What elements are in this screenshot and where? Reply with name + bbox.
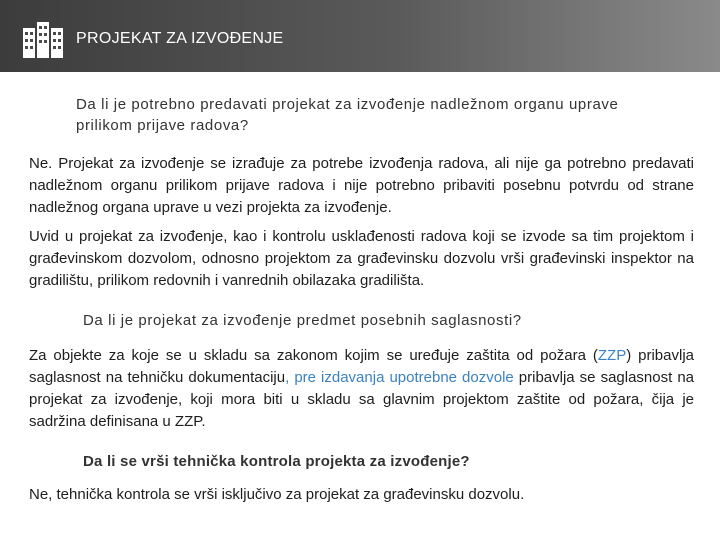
question-1: Da li je potrebno predavati projekat za izvođenje nadležnom organu uprave prilikom prijave radova?	[76, 96, 619, 134]
question-3: Da li se vrši tehnička kontrola projekta za izvođenje?	[83, 453, 470, 470]
answer-3-highlight: , pre izdavanja upotrebne dozvole	[285, 369, 514, 386]
question-2: Da li je projekat za izvođenje predmet posebnih saglasnosti?	[83, 312, 522, 329]
answer-3-part3: pribavlja se saglasnost na projekat za izvođenje, koji mora biti u skladu sa glavnim projektom zaštite od požara, čija je sadržina definisana u ZZP.	[29, 369, 694, 430]
answer-3-part2: ) pribavlja saglasnost na tehničku dokumentaciju	[29, 347, 694, 386]
page-title: PROJEKAT ZA IZVOĐENJE	[76, 30, 284, 47]
building-logo-icon	[22, 18, 64, 60]
answer-3	[29, 345, 694, 433]
answer-3-part1: Za objekte za koje se u skladu sa zakonom kojim se uređuje zaštita od požara (	[29, 347, 598, 364]
answer-4: Ne, tehnička kontrola se vrši isključivo za projekat za građevinsku dozvolu.	[29, 486, 525, 503]
answer-1: Ne. Projekat za izvođenje se izrađuje za potrebe izvođenja radova, ali nije ga potrebno predavati nadležnom organu prilikom prijave radova i nije potrebno pribaviti posebnu potvrdu od strane nadležnog organa uprave u vezi projekta za izvođenje.	[29, 155, 694, 216]
answer-3-zzp: ZZP	[597, 347, 627, 364]
header-bar	[0, 0, 720, 72]
answer-2: Uvid u projekat za izvođenje, kao i kontrolu usklađenosti radova koji se izvode sa tim projektom i građevinskom dozvolom, odnosno projektom za građevinsku dozvolu vrši građevinski inspektor na gradilištu, prilikom redovnih i vanrednih obilazaka gradilišta.	[29, 228, 694, 289]
